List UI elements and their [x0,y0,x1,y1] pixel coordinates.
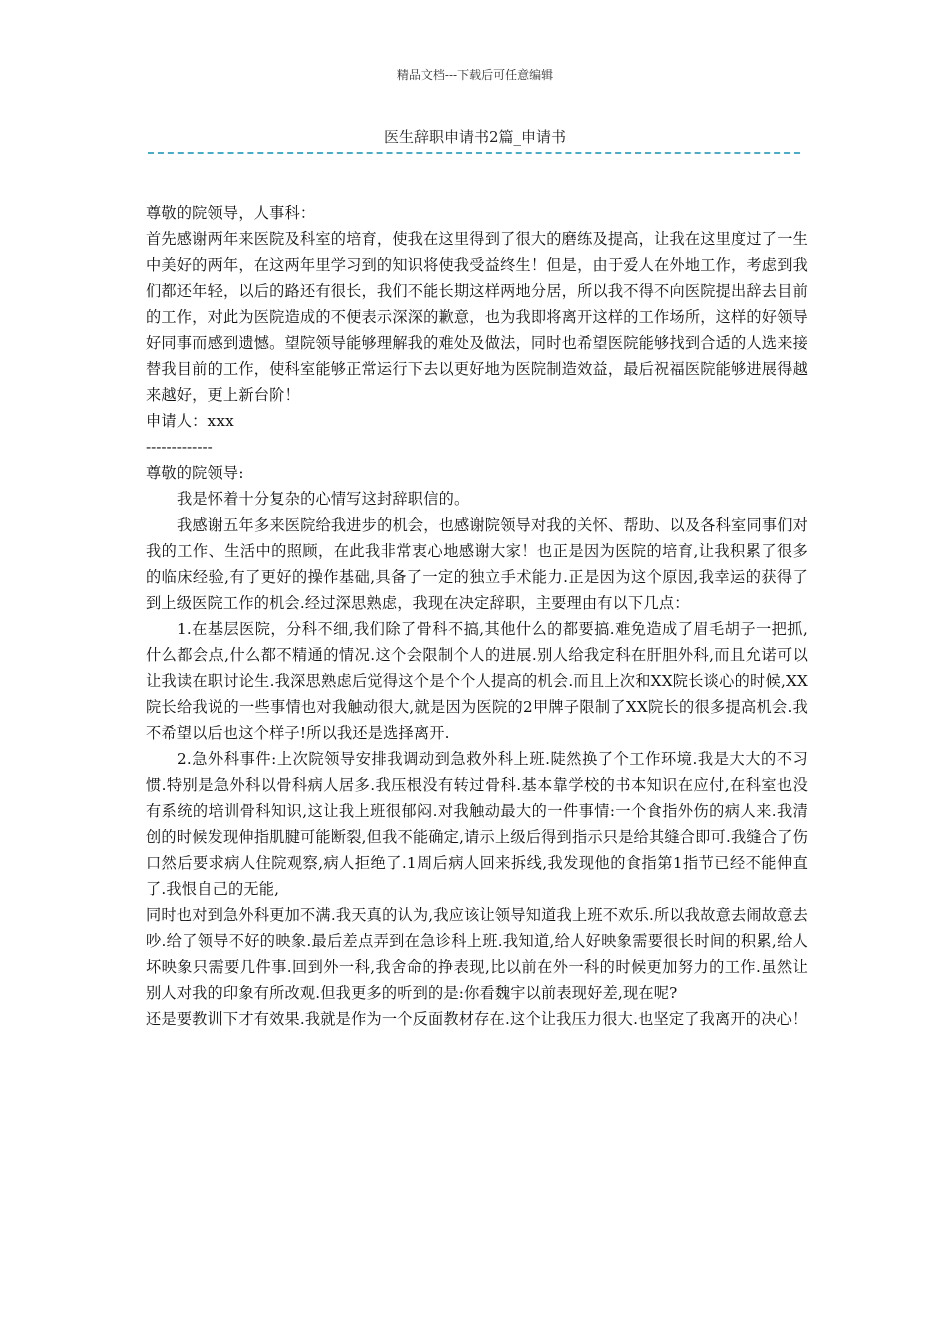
letter1-body: 首先感谢两年来医院及科室的培育，使我在这里得到了很大的磨练及提高，让我在这里度过了一生中美好的两年，在这两年里学习到的知识将使我受益终生！但是，由于爱人在外地工作，考虑到我们都还年轻，以后的路还有很长，我们不能长期这样两地分居，所以我不得不向医院提出辞去目前的工作，对此为医院造成的不便表示深深的歉意，也为我即将离开这样的工作场所，这样的好领导好同事而感到遗憾。望院领导能够理解我的难处及做法，同时也希望医院能够找到合适的人选来接替我目前的工作，使科室能够正常运行下去以更好地为医院制造效益，最后祝福医院能够进展得越来越好，更上新台阶！ [146,230,808,404]
letter2-continuation-2: 还是要教训下才有效果.我就是作为一个反面教材存在.这个让我压力很大.也坚定了我离开的决心！ [146,1010,808,1028]
letter2-paragraph-thanks: 我感谢五年多来医院给我进步的机会，也感谢院领导对我的关怀、帮助、以及各科室同事们对我的工作、生活中的照顾，在此我非常衷心地感谢大家！也正是因为医院的培育,让我积累了很多的临床经验,有了更好的操作基础,具备了一定的独立手术能力.正是因为这个原因,我幸运的获得了到上级医院工作的机会.经过深思熟虑，我现在决定辞职，主要理由有以下几点： [146,516,808,612]
letter2-paragraph-intro: 我是怀着十分复杂的心情写这封辞职信的。 [177,490,470,508]
document-title: 医生辞职申请书2篇_申请书 [383,128,567,146]
letter2-paragraph-reason-2: 2.急外科事件:上次院领导安排我调动到急救外科上班.陡然换了个工作环境.我是大大的不习惯.特别是急外科以骨科病人居多.我压根没有转过骨科.基本靠学校的书本知识在应付,在科室也没有系统的培训骨科知识,这让我上班很郁闷.对我触动最大的一件事情:一个食指外伤的病人来.我清创的时候发现伸指肌腱可能断裂,但我不能确定,请示上级后得到指示只是给其缝合即可.我缝合了伤口然后要求病人住院观察,病人拒绝了.1周后病人回来拆线,我发现他的食指第1指节已经不能伸直了.我恨自己的无能, [146,750,808,898]
letter2-continuation-1: 同时也对到急外科更加不满.我天真的认为,我应该让领导知道我上班不欢乐.所以我故意去闹故意去吵.给了领导不好的映象.最后差点弄到在急诊科上班.我知道,给人好映象需要很长时间的积累,给人坏映象只需要几件事.回到外一科,我舍命的挣表现,比以前在外一科的时候更加努力的工作.虽然让别人对我的印象有所改观.但我更多的听到的是:你看魏宇以前表现好差,现在呢? [146,906,808,1002]
header-note: 精品文档---下载后可任意编辑 [396,68,554,82]
letter2-paragraph-reason-1: 1.在基层医院，分科不细,我们除了骨科不搞,其他什么的都要搞.难免造成了眉毛胡子一把抓,什么都会点,什么都不精通的情况.这个会限制个人的进展.别人给我定科在肝胆外科,而且允诺可以让我读在职讨论生.我深思熟虑后觉得这个是个个人提高的机会.而且上次和XX院长谈心的时候,XX院长给我说的一些事情也对我触动很大,就是因为医院的2甲牌子限制了XX院长的很多提高机会.我不希望以后也这个样子!所以我还是选择离开. [146,620,808,742]
document-body [146,200,808,1032]
letter1-salutation: 尊敬的院领导，人事科： [146,204,316,222]
letter2-salutation: 尊敬的院领导: [146,464,244,482]
letter-separator: ------------- [146,438,213,456]
title-divider [148,152,800,154]
letter1-signature: 申请人：xxx [146,412,234,430]
